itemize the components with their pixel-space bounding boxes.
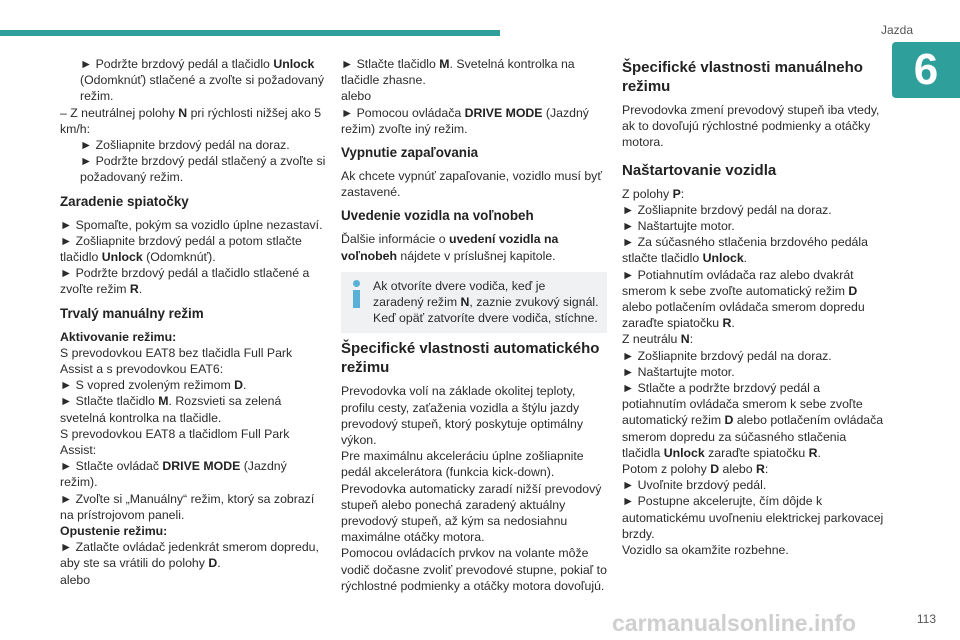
- paragraph: ► Stlačte tlačidlo M. Svetelná kontrolka na tlačidle zhasne.: [341, 57, 575, 88]
- paragraph: ► Zošliapnite brzdový pedál a potom stlačte tlačidlo Unlock (Odomknúť).: [60, 233, 302, 265]
- column-2: [341, 56, 607, 594]
- paragraph: ► Uvoľnite brzdový pedál.: [622, 478, 767, 493]
- paragraph: – Z neutrálnej polohy N pri rýchlosti nižšej ako 5 km/h:: [60, 105, 322, 136]
- heading-manual-specific: Špecifické vlastnosti manuálneho režimu: [622, 59, 863, 95]
- heading-start-vehicle: Naštartovanie vozidla: [622, 161, 777, 179]
- paragraph: ► Za súčasného stlačenia brzdového pedála stlačte tlačidlo Unlock.: [622, 235, 868, 266]
- paragraph: Prevodovka volí na základe okolitej teploty, profilu cesty, zaťaženia vozidla a štýlu jazdy prevodový stupeň, ktorý poskytuje optimálny výkon.: [341, 384, 583, 448]
- paragraph: ► Zošliapnite brzdový pedál na doraz.: [622, 348, 832, 363]
- info-note: [341, 272, 607, 334]
- paragraph: ► Postupne akcelerujte, čím dôjde k automatickému uvoľneniu elektrickej parkovacej brzdy.: [622, 494, 884, 541]
- heading-ignition-off: Vypnutie zapaľovania: [341, 145, 479, 161]
- paragraph: alebo: [341, 89, 372, 104]
- paragraph: ► Zatlačte ovládač jedenkrát smerom dopredu, aby ste sa vrátili do polohy D.: [60, 540, 319, 571]
- paragraph: ► Stlačte tlačidlo M. Rozsvieti sa zelená svetelná kontrolka na tlačidle.: [60, 394, 282, 425]
- page-number: 113: [916, 612, 936, 626]
- paragraph: ► Pomocou ovládača DRIVE MODE (Jazdný režim) zvoľte iný režim.: [341, 105, 589, 136]
- paragraph: Z neutrálu N:: [622, 332, 694, 347]
- paragraph: alebo: [60, 572, 91, 587]
- paragraph: Prevodovka zmení prevodový stupeň iba vtedy, ak to dovoľujú rýchlostné podmienky a otáčky motora.: [622, 103, 880, 150]
- paragraph: ► Zošliapnite brzdový pedál na doraz.: [80, 138, 290, 153]
- paragraph: ► Spomaľte, pokým sa vozidlo úplne nezastaví.: [60, 217, 323, 232]
- paragraph: ► Podržte brzdový pedál stlačený a zvoľte si požadovaný režim.: [80, 154, 326, 185]
- paragraph: ► Podržte brzdový pedál a tlačidlo Unlock (Odomknúť) stlačené a zvoľte si požadovaný režim.: [80, 57, 325, 104]
- paragraph: Opustenie režimu:: [60, 524, 168, 539]
- paragraph: Pre maximálnu akceleráciu úplne zošliapnite pedál akcelerátora (funkcia kick-down). Prevodovka automaticky zaradí nižší prevodový stupeň alebo ponechá zaradený aktuálny prevodový stupeň, až kým sa nedosiahnu maximálne otáčky motora.: [341, 449, 602, 545]
- paragraph: ► Zvoľte si „Manuálny“ režim, ktorý sa zobrazí na prístrojovom paneli.: [60, 491, 315, 522]
- paragraph: Potom z polohy D alebo R:: [622, 462, 769, 477]
- paragraph: ► Stlačte a podržte brzdový pedál a potiahnutím ovládača smerom k sebe zvoľte automatický režim D alebo potlačením ovládača smerom dopredu za súčasného stlačenia tlačidla Unlock zaraďte spiatočku R.: [622, 381, 884, 460]
- header-accent-bar: [0, 30, 500, 36]
- heading-freewheel: Uvedenie vozidla na voľnobeh: [341, 208, 534, 224]
- paragraph: ► Stlačte ovládač DRIVE MODE (Jazdný režim).: [60, 459, 287, 490]
- paragraph: ► Potiahnutím ovládača raz alebo dvakrát smerom k sebe zvoľte automatický režim D alebo potlačením ovládača smerom dopredu zaraďte spiatočku R.: [622, 267, 865, 331]
- column-3: [622, 56, 887, 558]
- info-icon: [349, 280, 363, 310]
- paragraph: Pomocou ovládacích prvkov na volante môže vodič dočasne zvoliť prevodové stupne, pokiaľ to rýchlostné podmienky a otáčky motora dovoľujú.: [341, 546, 607, 593]
- paragraph: ► Podržte brzdový pedál a tlačidlo stlačené a zvoľte režim R.: [60, 266, 310, 297]
- note-text: Ak otvoríte dvere vodiča, keď je zaradený režim N, zaznie zvukový signál. Keď opäť zatvoríte dvere vodiča, stíchne.: [373, 278, 599, 326]
- paragraph: ► Naštartujte motor.: [622, 219, 735, 234]
- heading-reverse: Zaradenie spiatočky: [60, 193, 189, 209]
- watermark: carmanualsonline.info: [612, 610, 857, 636]
- paragraph: Z polohy P:: [622, 186, 685, 201]
- paragraph: ► Zošliapnite brzdový pedál na doraz.: [622, 202, 832, 217]
- paragraph: S prevodovkou EAT8 bez tlačidla Full Park Assist a s prevodovkou EAT6:: [60, 345, 293, 377]
- paragraph: S prevodovkou EAT8 a tlačidlom Full Park Assist:: [60, 426, 290, 458]
- heading-automatic-mode: Špecifické vlastnosti automatického režimu: [341, 340, 600, 377]
- paragraph: ► S vopred zvoleným režimom D.: [60, 378, 247, 393]
- column-1: [60, 56, 326, 588]
- chapter-number-tab: 6: [892, 42, 960, 98]
- paragraph: Aktivovanie režimu:: [60, 329, 177, 344]
- paragraph: Ďalšie informácie o uvedení vozidla na voľnobeh nájdete v príslušnej kapitole.: [341, 232, 559, 263]
- heading-manual-mode: Trvalý manuálny režim: [60, 305, 204, 321]
- paragraph: Ak chcete vypnúť zapaľovanie, vozidlo musí byť zastavené.: [341, 169, 602, 200]
- paragraph: ► Naštartujte motor.: [622, 364, 735, 379]
- section-title: Jazda: [880, 23, 914, 37]
- paragraph: Vozidlo sa okamžite rozbehne.: [622, 543, 789, 558]
